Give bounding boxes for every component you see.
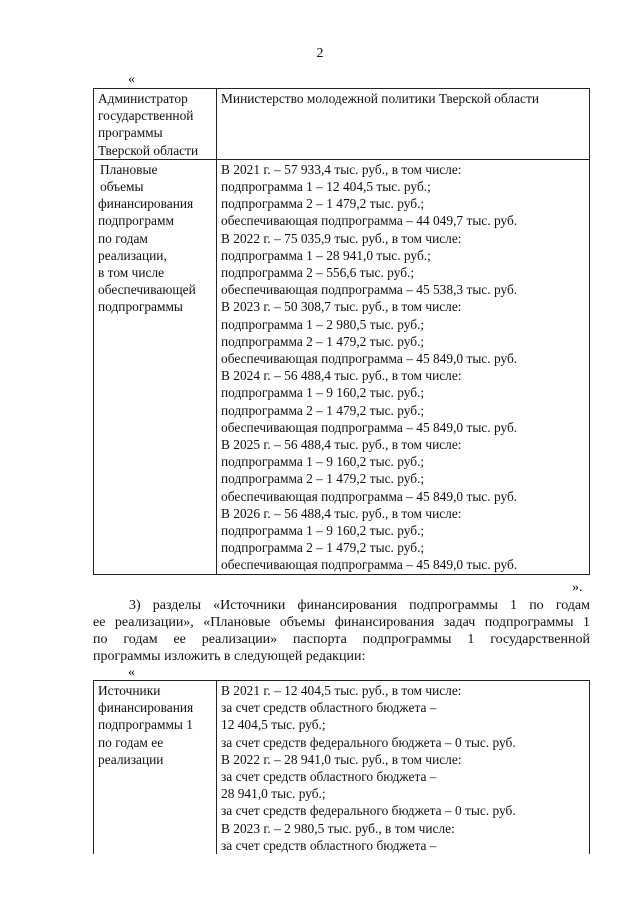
label-line: программы (98, 125, 163, 141)
opening-quote: « (128, 665, 135, 680)
value-line: обеспечивающая подпрограмма – 45 849,0 тыс. руб. (221, 351, 518, 367)
value-line: обеспечивающая подпрограмма – 45 538,3 тыс. руб. (221, 282, 518, 298)
label-line: объемы (100, 179, 144, 195)
label-line: подпрограммы 1 (98, 717, 193, 733)
value-line: подпрограмма 1 – 9 160,2 тыс. руб.; (221, 385, 425, 401)
page-number: 2 (316, 46, 324, 61)
value-line: подпрограмма 2 – 1 479,2 тыс. руб.; (221, 402, 425, 418)
value-line: за счет средств федерального бюджета – 0 тыс. руб. (221, 803, 516, 819)
value-line: подпрограмма 1 – 28 941,0 тыс. руб.; (221, 247, 431, 263)
value-line: 12 404,5 тыс. руб.; (221, 717, 326, 733)
label-line: по годам ее (98, 734, 164, 750)
year-total-line: В 2023 г. – 2 980,5 тыс. руб., в том числе: (221, 820, 455, 836)
label-line: финансирования (98, 700, 194, 716)
year-total-line: В 2025 г. – 56 488,4 тыс. руб., в том числе: (221, 437, 462, 453)
administrator-label (94, 89, 217, 160)
label-line: финансирования (98, 196, 194, 212)
value-line: за счет средств областного бюджета – (221, 700, 437, 716)
label-line: подпрограммы (98, 299, 183, 315)
value-line: подпрограмма 2 – 1 479,2 тыс. руб.; (221, 540, 425, 556)
table-row-administrator (94, 89, 590, 160)
year-total-line: В 2021 г. – 57 933,4 тыс. руб., в том числе: (221, 161, 462, 177)
year-total-line: В 2023 г. – 50 308,7 тыс. руб., в том числе: (221, 299, 462, 315)
year-total-line: В 2026 г. – 56 488,4 тыс. руб., в том числе: (221, 505, 462, 521)
amendment-paragraph (93, 597, 590, 665)
year-total-line: В 2024 г. – 56 488,4 тыс. руб., в том числе: (221, 368, 462, 384)
label-line: реализации, (98, 247, 167, 263)
label-line: Источники (98, 683, 161, 698)
label-line: Тверской области (98, 142, 199, 158)
value-line: за счет средств областного бюджета – (221, 769, 437, 785)
administrator-value (217, 89, 590, 160)
label-line: обеспечивающей (98, 282, 196, 298)
table-row-funding-volumes (94, 159, 590, 574)
paragraph-line: программы изложить в следующей редакции: (93, 649, 366, 664)
label-line: Плановые (100, 161, 158, 177)
label-line: государственной (98, 108, 194, 124)
paragraph-line: 3) разделы «Источники финансирования подпрограммы 1 по годам (129, 598, 590, 613)
label-line: Администратор (98, 91, 188, 106)
value-line: обеспечивающая подпрограмма – 45 849,0 тыс. руб. (221, 419, 518, 435)
funding-volumes-label (94, 159, 217, 574)
funding-volumes-value (217, 159, 590, 574)
value-line: за счет средств федерального бюджета – 0 тыс. руб. (221, 734, 516, 750)
year-total-line: В 2022 г. – 75 035,9 тыс. руб., в том числе: (221, 230, 462, 246)
year-total-line: В 2021 г. – 12 404,5 тыс. руб., в том числе: (221, 683, 462, 698)
opening-quote: « (128, 72, 135, 87)
paragraph-line: по годам ее реализации» паспорта подпрограммы 1 государственной (93, 632, 590, 647)
value-line: подпрограмма 2 – 556,6 тыс. руб.; (221, 265, 415, 281)
value-line: 28 941,0 тыс. руб.; (221, 786, 326, 802)
label-line: реализации (98, 751, 164, 767)
closing-quote: ». (572, 580, 583, 595)
label-line: в том числе (98, 265, 165, 281)
funding-sources-label (94, 681, 217, 855)
value-line: подпрограмма 1 – 9 160,2 тыс. руб.; (221, 523, 425, 539)
value-line: обеспечивающая подпрограмма – 45 849,0 тыс. руб. (221, 557, 518, 573)
subprogram-funding-table (93, 680, 590, 854)
value-line: подпрограмма 1 – 2 980,5 тыс. руб.; (221, 316, 425, 332)
table-row-funding-sources (94, 681, 590, 855)
value-line: обеспечивающая подпрограмма – 45 849,0 тыс. руб. (221, 488, 518, 504)
value-line: подпрограмма 1 – 9 160,2 тыс. руб.; (221, 454, 425, 470)
value-line: подпрограмма 2 – 1 479,2 тыс. руб.; (221, 471, 425, 487)
label-line: подпрограмм (98, 213, 174, 229)
value-line: за счет средств областного бюджета – (221, 837, 437, 853)
label-line: по годам (98, 230, 148, 246)
value-line: подпрограмма 1 – 12 404,5 тыс. руб.; (221, 179, 431, 195)
funding-sources-value (217, 681, 590, 855)
program-passport-table (93, 88, 590, 575)
value-line: подпрограмма 2 – 1 479,2 тыс. руб.; (221, 333, 425, 349)
value-line: подпрограмма 2 – 1 479,2 тыс. руб.; (221, 196, 425, 212)
year-total-line: В 2022 г. – 28 941,0 тыс. руб., в том числе: (221, 751, 462, 767)
value-line: обеспечивающая подпрограмма – 44 049,7 тыс. руб. (221, 213, 518, 229)
value-line: Министерство молодежной политики Тверской области (221, 91, 539, 106)
paragraph-line: ее реализации», «Плановые объемы финансирования задач подпрограммы 1 (93, 615, 590, 630)
